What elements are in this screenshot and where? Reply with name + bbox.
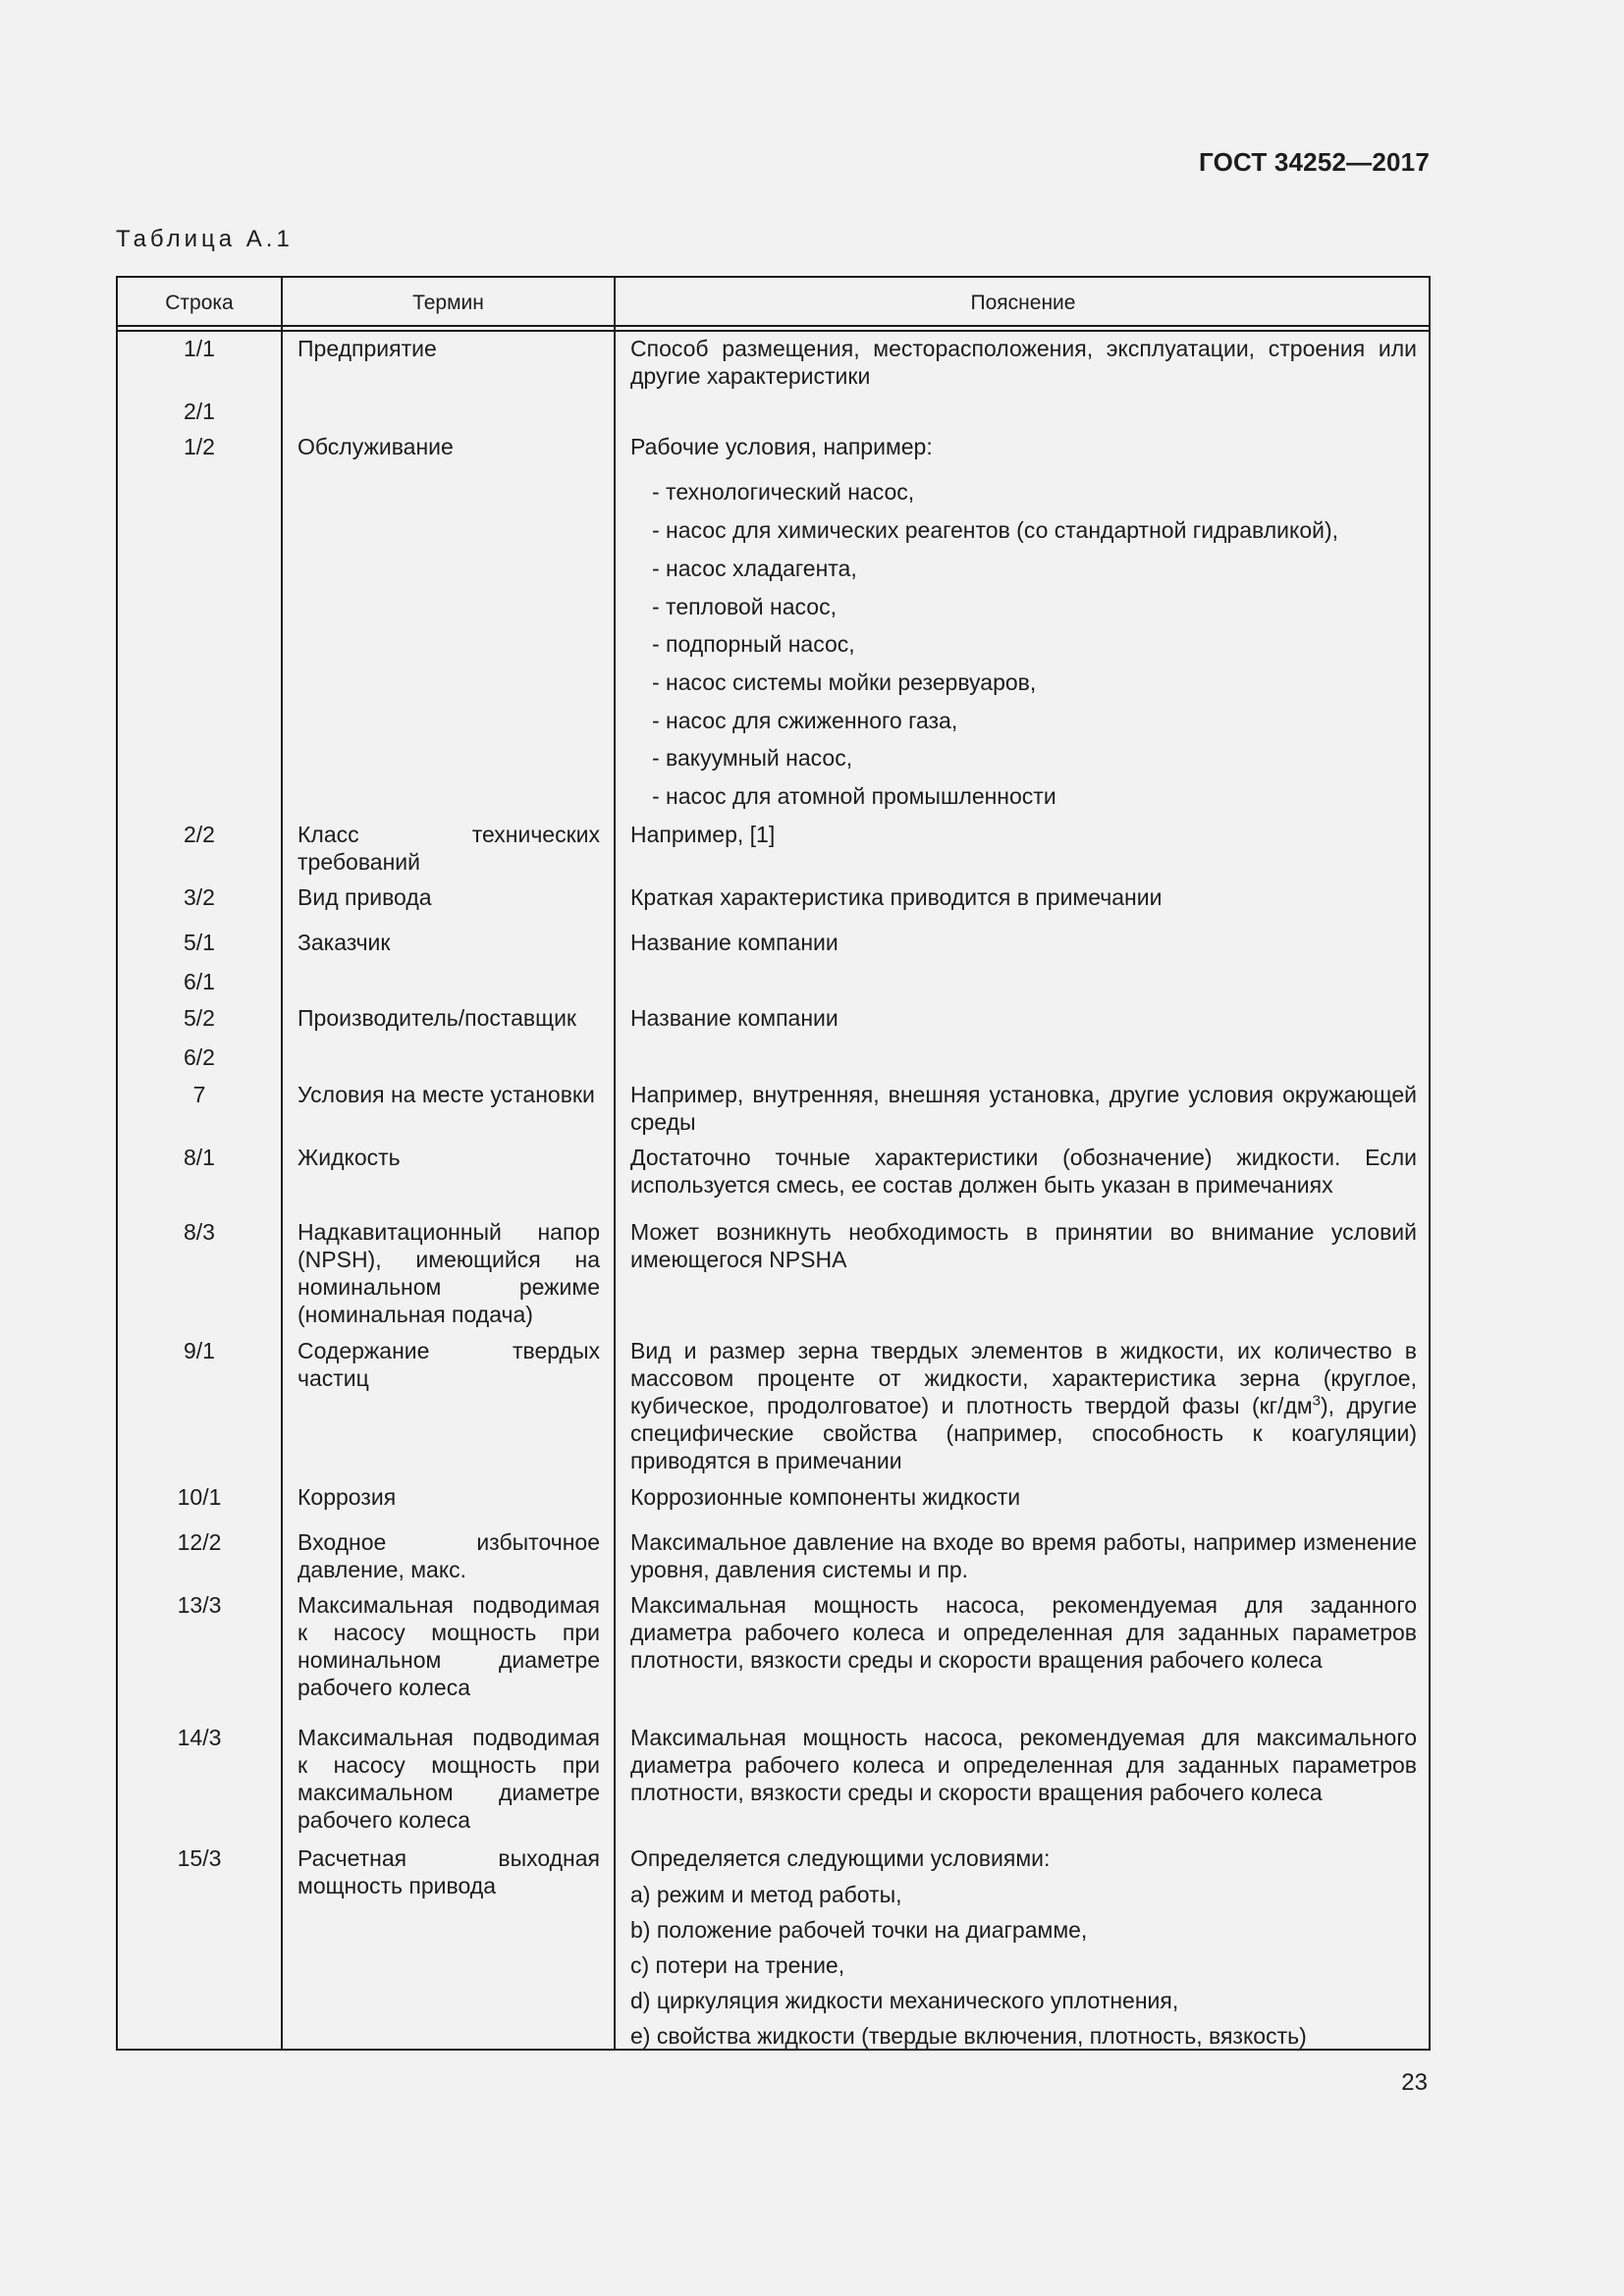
- column-divider: [281, 278, 283, 2049]
- row-explanation: Способ размещения, месторасположения, эксплуатации, строения или другие характеристики: [630, 336, 1417, 389]
- row-explanation: Рабочие условия, например:: [630, 434, 933, 459]
- row-number: 5/2: [184, 1005, 215, 1031]
- list-item: - подпорный насос,: [652, 631, 855, 657]
- row-explanation: Вид и размер зерна твердых элементов в жидкости, их количество в массовом проценте от жидкости, характеристика зерна (круглое, кубическое, продолговатое) и плотность твердой фазы $(кг/дм^3)$, другие специфические свойства (например, способность к коагуляции) приводятся в примечании: [630, 1338, 1417, 1473]
- row-explanation: Название компании: [630, 930, 839, 955]
- row-term: Входное избыточное давление, макс.: [298, 1529, 600, 1582]
- header-rule: [118, 330, 1429, 332]
- row-number: 5/1: [184, 930, 215, 955]
- row-explanation: Краткая характеристика приводится в примечании: [630, 884, 1163, 910]
- row-number: 6/2: [184, 1044, 215, 1070]
- list-item: - технологический насос,: [652, 479, 915, 505]
- row-explanation: Может возникнуть необходимость в принятии во внимание условий имеющегося NPSHA: [630, 1219, 1417, 1272]
- row-number: 2/2: [184, 822, 215, 847]
- row-number: 10/1: [177, 1484, 222, 1510]
- row-explanation: Определяется следующими условиями:: [630, 1845, 1051, 1871]
- row-number: 14/3: [177, 1725, 222, 1750]
- row-explanation: Название компании: [630, 1005, 839, 1031]
- column-header-explanation: Пояснение: [970, 292, 1076, 314]
- row-number: 1/2: [184, 434, 215, 459]
- row-term: Содержание твердых частиц: [298, 1338, 600, 1391]
- row-number: 7: [192, 1082, 206, 1107]
- row-number: 2/1: [184, 399, 215, 424]
- list-item: b) положение рабочей точки на диаграмме,: [630, 1917, 1088, 1943]
- row-number: 8/1: [184, 1145, 215, 1170]
- row-number: 15/3: [177, 1845, 222, 1871]
- row-term: Жидкость: [298, 1145, 401, 1170]
- row-explanation: Достаточно точные характеристики (обозначение) жидкости. Если используется смесь, ее состав должен быть указан в примечаниях: [630, 1145, 1417, 1198]
- row-number: 9/1: [184, 1338, 215, 1363]
- definitions-table: [116, 276, 1431, 2051]
- list-item: с) потери на трение,: [630, 1952, 845, 1978]
- row-number: 13/3: [177, 1592, 222, 1618]
- row-term: Расчетная выходная мощность привода: [298, 1845, 600, 1898]
- list-item: - насос системы мойки резервуаров,: [652, 669, 1037, 695]
- row-number: 8/3: [184, 1219, 215, 1245]
- row-explanation: Коррозионные компоненты жидкости: [630, 1484, 1021, 1510]
- table-caption: Таблица А.1: [116, 226, 294, 252]
- column-header-row: Строка: [165, 292, 234, 314]
- list-item: а) режим и метод работы,: [630, 1882, 902, 1907]
- row-term: Условия на месте установки: [298, 1082, 595, 1107]
- row-number: 6/1: [184, 969, 215, 994]
- list-item: е) свойства жидкости (твердые включения, плотность, вязкость): [630, 2023, 1307, 2049]
- list-item: - насос хладагента,: [652, 556, 857, 581]
- row-term: Максимальная подводимая к насосу мощность при максимальном диаметре рабочего колеса: [298, 1725, 600, 1833]
- row-term: Производитель/поставщик: [298, 1005, 576, 1031]
- row-term: Предприятие: [298, 336, 437, 361]
- list-item: - насос для атомной промышленности: [652, 783, 1056, 809]
- row-term: Максимальная подводимая к насосу мощность при номинальном диаметре рабочего колеса: [298, 1592, 600, 1700]
- row-term: Вид привода: [298, 884, 432, 910]
- list-item: - вакуумный насос,: [652, 745, 853, 771]
- row-term: Заказчик: [298, 930, 391, 955]
- row-explanation: Например, внутренняя, внешняя установка, другие условия окружающей среды: [630, 1082, 1417, 1135]
- header-rule: [118, 325, 1429, 327]
- row-explanation: Максимальная мощность насоса, рекомендуемая для максимального диаметра рабочего колеса и определенная для заданных параметров плотности, вязкости среды и скорости вращения рабочего колеса: [630, 1725, 1417, 1805]
- list-item: - насос для химических реагентов (со стандартной гидравликой),: [652, 517, 1339, 543]
- row-explanation: Максимальное давление на входе во время работы, например изменение уровня, давления системы и пр.: [630, 1529, 1417, 1582]
- document-id: ГОСТ 34252—2017: [1199, 147, 1430, 177]
- row-term: Надкавитационный напор (NPSH), имеющийся на номинальном режиме (номинальная подача): [298, 1219, 600, 1327]
- column-header-term: Термин: [412, 292, 484, 314]
- row-term: Обслуживание: [298, 434, 454, 459]
- page-number: 23: [1401, 2069, 1428, 2096]
- row-number: 3/2: [184, 884, 215, 910]
- column-divider: [614, 278, 616, 2049]
- row-explanation: Максимальная мощность насоса, рекомендуемая для заданного диаметра рабочего колеса и определенная для заданных параметров плотности, вязкости среды и скорости вращения рабочего колеса: [630, 1592, 1417, 1673]
- row-term: Класс технических требований: [298, 822, 600, 875]
- list-item: d) циркуляция жидкости механического уплотнения,: [630, 1988, 1179, 2013]
- row-number: 1/1: [184, 336, 215, 361]
- row-term: Коррозия: [298, 1484, 397, 1510]
- row-number: 12/2: [177, 1529, 222, 1555]
- list-item: - насос для сжиженного газа,: [652, 708, 958, 733]
- row-explanation: Например, [1]: [630, 822, 776, 847]
- list-item: - тепловой насос,: [652, 594, 837, 619]
